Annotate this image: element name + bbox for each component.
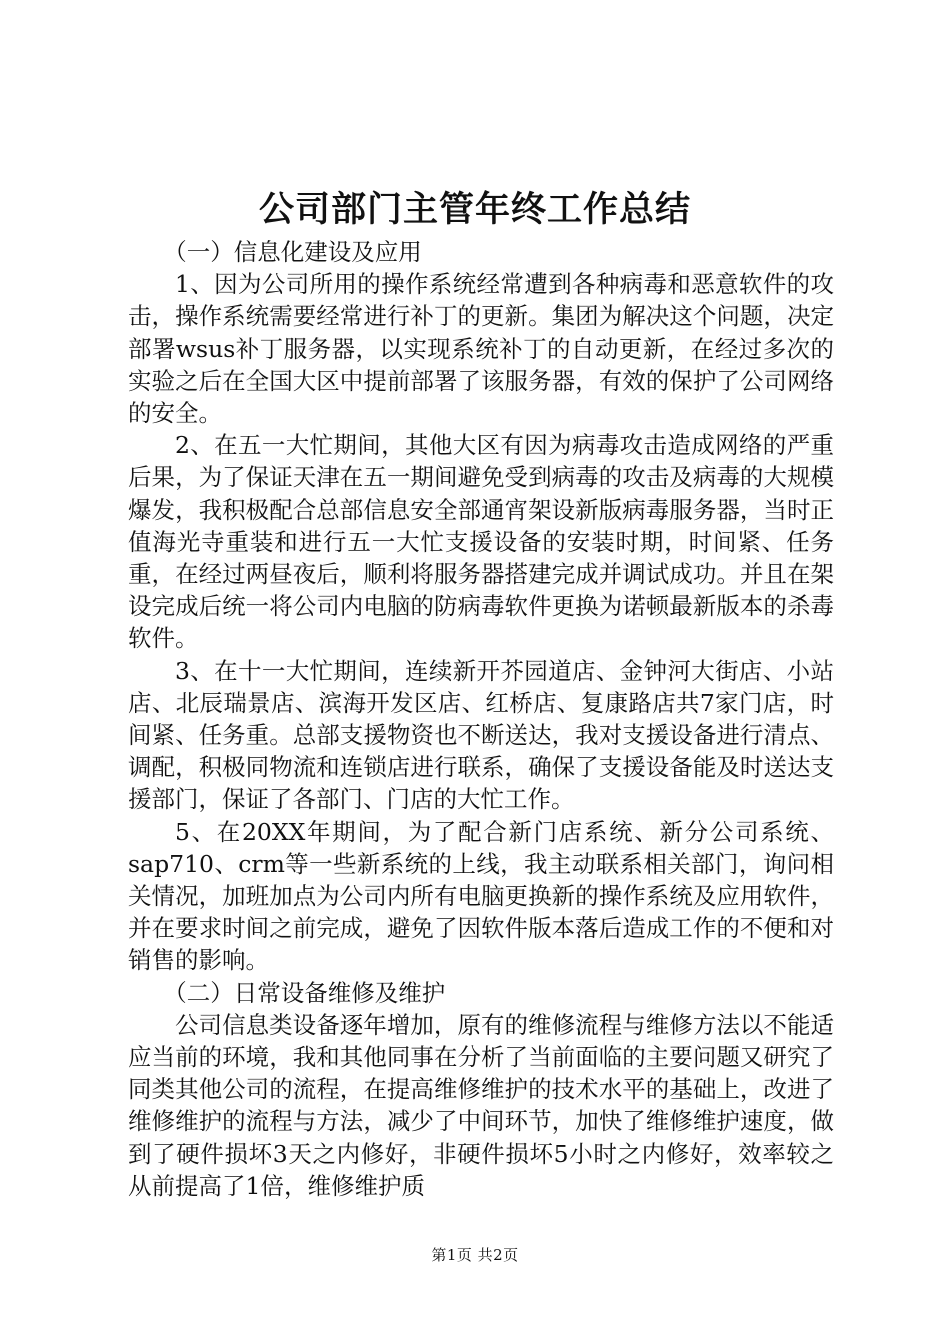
body-paragraph: 2、在五一大忙期间，其他大区有因为病毒攻击造成网络的严重后果，为了保证天津在五一期间避免受到病毒的攻击及病毒的大规模爆发，我积极配合总部信息安全部通宵架设新版病毒服务器，当时正值海光寺重装和进行五一大忙支援设备的安装时期，时间紧、任务重，在经过两昼夜后，顺利将服务器搭建完成并调试成功。并且在架设完成后统一将公司内电脑的防病毒软件更换为诺顿最新版本的杀毒软件。 — [128, 431, 834, 653]
document-title: 公司部门主管年终工作总结 — [258, 189, 691, 230]
body-paragraph: 公司信息类设备逐年增加，原有的维修流程与维修方法以不能适应当前的环境，我和其他同事在分析了当前面临的主要问题又研究了同类其他公司的流程，在提高维修维护的技术水平的基础上，改进了维修维护的流程与方法，减少了中间环节，加快了维修维护速度，做到了硬件损坏3天之内修好，非硬件损坏5小时之内修好，效率较之从前提高了1倍，维修维护质 — [128, 1010, 834, 1200]
page-footer: 第1页 共2页 — [431, 1246, 519, 1264]
body-paragraph: 5、在20XX年期间，为了配合新门店系统、新分公司系统、sap710、crm等一些新系统的上线，我主动联系相关部门，询问相关情况，加班加点为公司内所有电脑更换新的操作系统及应用软件，并在要求时间之前完成，避免了因软件版本落后造成工作的不便和对销售的影响。 — [128, 817, 834, 975]
document-body — [128, 236, 834, 1202]
body-paragraph: 3、在十一大忙期间，连续新开芥园道店、金钟河大街店、小站店、北辰瑞景店、滨海开发区店、红桥店、复康路店共7家门店，时间紧、任务重。总部支援物资也不断送达，我对支援设备进行清点、调配，积极同物流和连锁店进行联系，确保了支援设备能及时送达支援部门，保证了各部门、门店的大忙工作。 — [128, 656, 834, 814]
body-paragraph: 1、因为公司所用的操作系统经常遭到各种病毒和恶意软件的攻击，操作系统需要经常进行补丁的更新。集团为解决这个问题，决定部署wsus补丁服务器，以实现系统补丁的自动更新，在经过多次的实验之后在全国大区中提前部署了该服务器，有效的保护了公司网络的安全。 — [128, 270, 834, 428]
section-heading: （一）信息化建设及应用 — [163, 238, 422, 266]
section-heading: （二）日常设备维修及维护 — [163, 978, 446, 1007]
